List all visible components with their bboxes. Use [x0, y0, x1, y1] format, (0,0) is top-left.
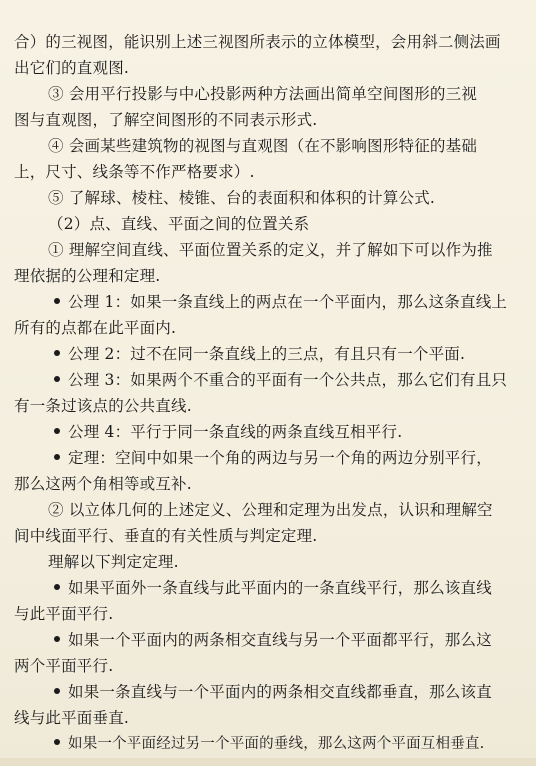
bullet-icon: [54, 376, 60, 382]
bullet-text: 公理 3：如果两个不重合的平面有一个公共点，那么它们有且只: [68, 371, 508, 389]
bullet-text: 如果一条直线与一个平面内的两条相交直线都垂直，那么该直: [68, 683, 492, 701]
bullet-text: 公理 4：平行于同一条直线的两条直线互相平行.: [68, 423, 403, 441]
bullet-item: [54, 630, 492, 650]
text-line: 合）的三视图，能识别上述三视图所表示的立体模型，会用斜二侧法画: [14, 33, 501, 51]
text-line: 所有的点都在此平面内.: [14, 319, 177, 337]
text-line: 线与此平面垂直.: [14, 709, 130, 727]
bullet-text: 如果一个平面经过另一个平面的垂线，那么这两个平面互相垂直.: [68, 736, 485, 752]
bullet-item: [54, 422, 402, 442]
text-line: 间中线面平行、垂直的有关性质与判定定理.: [14, 527, 318, 545]
text-line: 那么这两个角相等或互补.: [14, 475, 192, 493]
section-heading: （2）点、直线、平面之间的位置关系: [48, 215, 310, 233]
text-line: ⑤ 了解球、棱柱、棱锥、台的表面积和体积的计算公式.: [48, 189, 436, 207]
text-line: 两个平面平行.: [14, 657, 114, 675]
bullet-item: [54, 292, 507, 312]
text-line: ③ 会用平行投影与中心投影两种方法画出简单空间图形的三视: [48, 85, 478, 103]
bullet-icon: [54, 688, 60, 694]
bullet-icon: [54, 298, 60, 304]
page-bottom-edge: [0, 758, 536, 766]
bullet-icon: [54, 739, 60, 745]
bullet-item: [54, 448, 492, 468]
text-line: 与此平面平行.: [14, 605, 114, 623]
bullet-text: 定理：空间中如果一个角的两边与另一个角的两边分别平行，: [68, 449, 492, 467]
bullet-icon: [54, 584, 60, 590]
bullet-item: [54, 578, 492, 598]
text-line: 有一条过该点的公共直线.: [14, 397, 192, 415]
text-line: 图与直观图，了解空间图形的不同表示形式.: [14, 111, 318, 129]
bullet-item: [54, 682, 492, 702]
text-line: 理依据的公理和定理.: [14, 267, 161, 285]
bullet-text: 如果平面外一条直线与此平面内的一条直线平行，那么该直线: [68, 579, 492, 597]
bullet-icon: [54, 428, 60, 434]
bullet-icon: [54, 350, 60, 356]
bullet-icon: [54, 454, 60, 460]
text-line: 上，尺寸、线条等不作严格要求）.: [14, 163, 255, 181]
text-line: ④ 会画某些建筑物的视图与直观图（在不影响图形特征的基础: [48, 137, 478, 155]
bullet-text: 公理 2：过不在同一条直线上的三点，有且只有一个平面.: [68, 345, 466, 363]
text-line: ① 理解空间直线、平面位置关系的定义，并了解如下可以作为推: [48, 241, 493, 259]
text-line: ② 以立体几何的上述定义、公理和定理为出发点，认识和理解空: [48, 501, 493, 519]
bullet-text: 如果一个平面内的两条相交直线与另一个平面都平行，那么这: [68, 631, 492, 649]
text-line: 出它们的直观图.: [14, 59, 130, 77]
text-line: 理解以下判定定理.: [48, 553, 179, 571]
bullet-icon: [54, 636, 60, 642]
bullet-item: [54, 370, 507, 390]
bullet-item: [54, 344, 465, 364]
bullet-text: 公理 1：如果一条直线上的两点在一个平面内，那么这条直线上: [68, 293, 508, 311]
